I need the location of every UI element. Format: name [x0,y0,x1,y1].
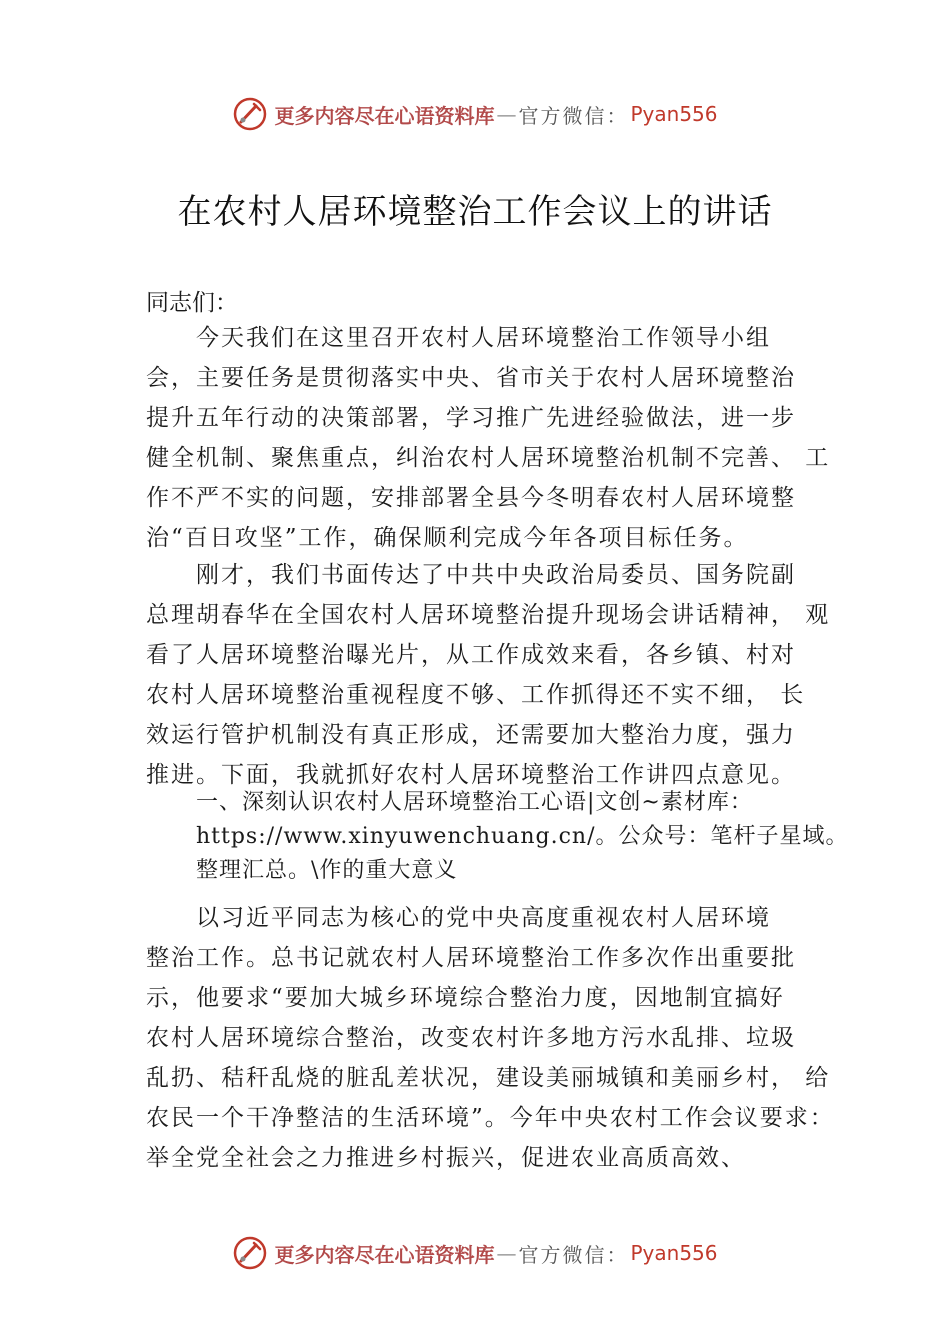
brand-logo-icon [232,1235,268,1271]
text-line: 乱扔、秸秆乱烧的脏乱差状况，建设美丽城镇和美丽乡村， 给 [146,1065,831,1091]
text-line: 举全党全社会之力推进乡村振兴，促进农业高质高效、 [146,1145,746,1171]
text-line: 推进。下面，我就抓好农村人居环境整治工作讲四点意见。 [146,762,796,788]
header-banner [0,92,950,136]
paragraph-2 [146,555,836,795]
banner-brand-text: 更多内容尽在心语资料库 [274,1242,495,1267]
text-line: 整治工作。总书记就农村人居环境整治工作多次作出重要批 [146,945,796,971]
text-line: 刚才，我们书面传达了中共中央政治局委员、国务院副 [196,562,796,588]
heading-line: 整理汇总。\作的重大意义 [196,858,458,883]
heading-line: https://www.xinyuwenchuang.cn/。公众号：笔杆子星域。 [196,824,849,849]
text-line: 作不严不实的问题，安排部署全县今冬明春农村人居环境整 [146,485,796,511]
banner-colon: ： [606,1242,627,1267]
banner-wechat-label: 官方微信 [518,103,607,128]
banner-dash: — [496,102,517,126]
brand-logo-icon [232,96,268,132]
text-line: 示，他要求“要加大城乡环境综合整治力度，因地制宜搞好 [146,985,785,1011]
text-line: 治“百日攻坚”工作，确保顺利完成今年各项目标任务。 [146,525,749,551]
text-line: 健全机制、聚焦重点，纠治农村人居环境整治机制不完善、 工 [146,445,831,471]
text-line: 以习近平同志为核心的党中央高度重视农村人居环境 [196,905,771,931]
text-line: 农村人居环境整治重视程度不够、工作抓得还不实不细， 长 [146,682,806,708]
paragraph-3 [146,898,836,1178]
text-line: 效运行管护机制没有真正形成，还需要加大整治力度，强力 [146,722,796,748]
text-line: 今天我们在这里召开农村人居环境整治工作领导小组 [196,325,771,351]
text-line: 会，主要任务是贯彻落实中央、省市关于农村人居环境整治 [146,365,796,391]
banner-wechat-id: Pyan556 [630,1241,718,1265]
section-heading-1 [196,786,876,888]
text-line: 看了人居环境整治曝光片，从工作成效来看，各乡镇、村对 [146,642,796,668]
text-line: 提升五年行动的决策部署，学习推广先进经验做法，进一步 [146,405,796,431]
banner-brand-text: 更多内容尽在心语资料库 [274,103,495,128]
text-line: 农村人居环境综合整治，改变农村许多地方污水乱排、垃圾 [146,1025,796,1051]
paragraph-1 [146,318,836,558]
text-line: 总理胡春华在全国农村人居环境整治提升现场会讲话精神， 观 [146,602,831,628]
banner-dash: — [496,1241,517,1265]
banner-wechat-label: 官方微信 [518,1242,607,1267]
salutation: 同志们： [146,290,238,316]
heading-line: 一、深刻认识农村人居环境整治工心语|文创~素材库： [196,790,753,815]
document-title: 在农村人居环境整治工作会议上的讲话 [177,192,773,232]
banner-colon: ： [606,103,627,128]
banner-wechat-id: Pyan556 [630,102,718,126]
text-line: 农民一个干净整洁的生活环境”。今年中央农村工作会议要求： [146,1105,835,1131]
footer-banner [0,1231,950,1275]
